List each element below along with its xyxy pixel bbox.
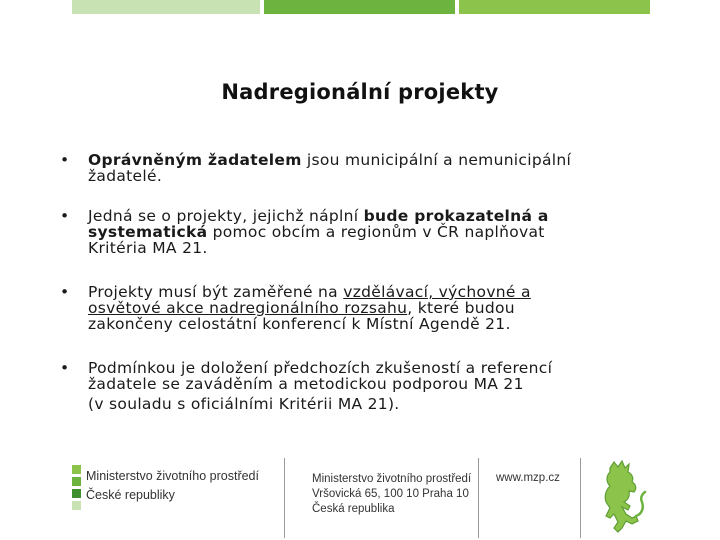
header-bar-segment <box>459 0 650 14</box>
divider <box>478 458 479 538</box>
text: Kritéria MA 21. <box>88 239 208 257</box>
header-bar-segment <box>264 0 455 14</box>
address-line: Česká republika <box>312 503 395 515</box>
list-item <box>56 152 656 184</box>
website-link[interactable]: www.mzp.cz <box>496 472 560 484</box>
list-item <box>56 284 656 332</box>
bold-text: bude prokazatelná a <box>363 207 549 225</box>
bullet-icon: • <box>60 207 70 225</box>
address-line: Vršovická 65, 100 10 Praha 10 <box>312 488 469 500</box>
bullet-icon: • <box>60 151 70 169</box>
lion-emblem-icon <box>596 458 648 536</box>
bold-text: systematická <box>88 223 208 241</box>
text: žadatele se zaváděním a metodickou podporou MA 21 <box>88 375 524 393</box>
divider <box>284 458 285 538</box>
text: Podmínkou je doložení předchozích zkušeností a referencí <box>88 359 553 377</box>
text: zakončeny celostátní konferencí k Místní Agendě 21. <box>88 315 511 333</box>
list-item <box>56 360 656 412</box>
bullet-icon: • <box>60 359 70 377</box>
org-name: Ministerstvo životního prostředí <box>86 469 259 483</box>
org-country: České republiky <box>86 488 175 502</box>
bold-text: Oprávněným žadatelem <box>88 151 302 169</box>
text: jsou municipální a nemunicipální <box>301 151 572 169</box>
header-color-bar <box>0 0 720 14</box>
underlined-text: vzdělávací, výchovné a <box>343 283 531 301</box>
ministry-logo-text <box>86 467 259 505</box>
text: Projekty musí být zaměřené na <box>88 283 344 301</box>
list-item <box>56 208 656 256</box>
header-bar-segment <box>72 0 260 14</box>
page-title: Nadregionální projekty <box>221 80 499 104</box>
text: , které budou <box>407 299 515 317</box>
address-block <box>312 472 471 517</box>
text: (v souladu s oficiálními Kritérii MA 21). <box>88 395 400 413</box>
text: žadatelé. <box>88 167 163 185</box>
bullet-icon: • <box>60 283 70 301</box>
address-line: Ministerstvo životního prostředí <box>312 473 472 485</box>
ministry-logo-icon <box>72 465 81 521</box>
bullet-list <box>56 152 656 412</box>
divider <box>580 458 581 538</box>
text: pomoc obcím a regionům v ČR naplňovat <box>207 223 545 241</box>
text: Jedná se o projekty, jejichž náplní <box>88 207 364 225</box>
underlined-text: osvětové akce nadregionálního rozsahu <box>88 299 408 317</box>
